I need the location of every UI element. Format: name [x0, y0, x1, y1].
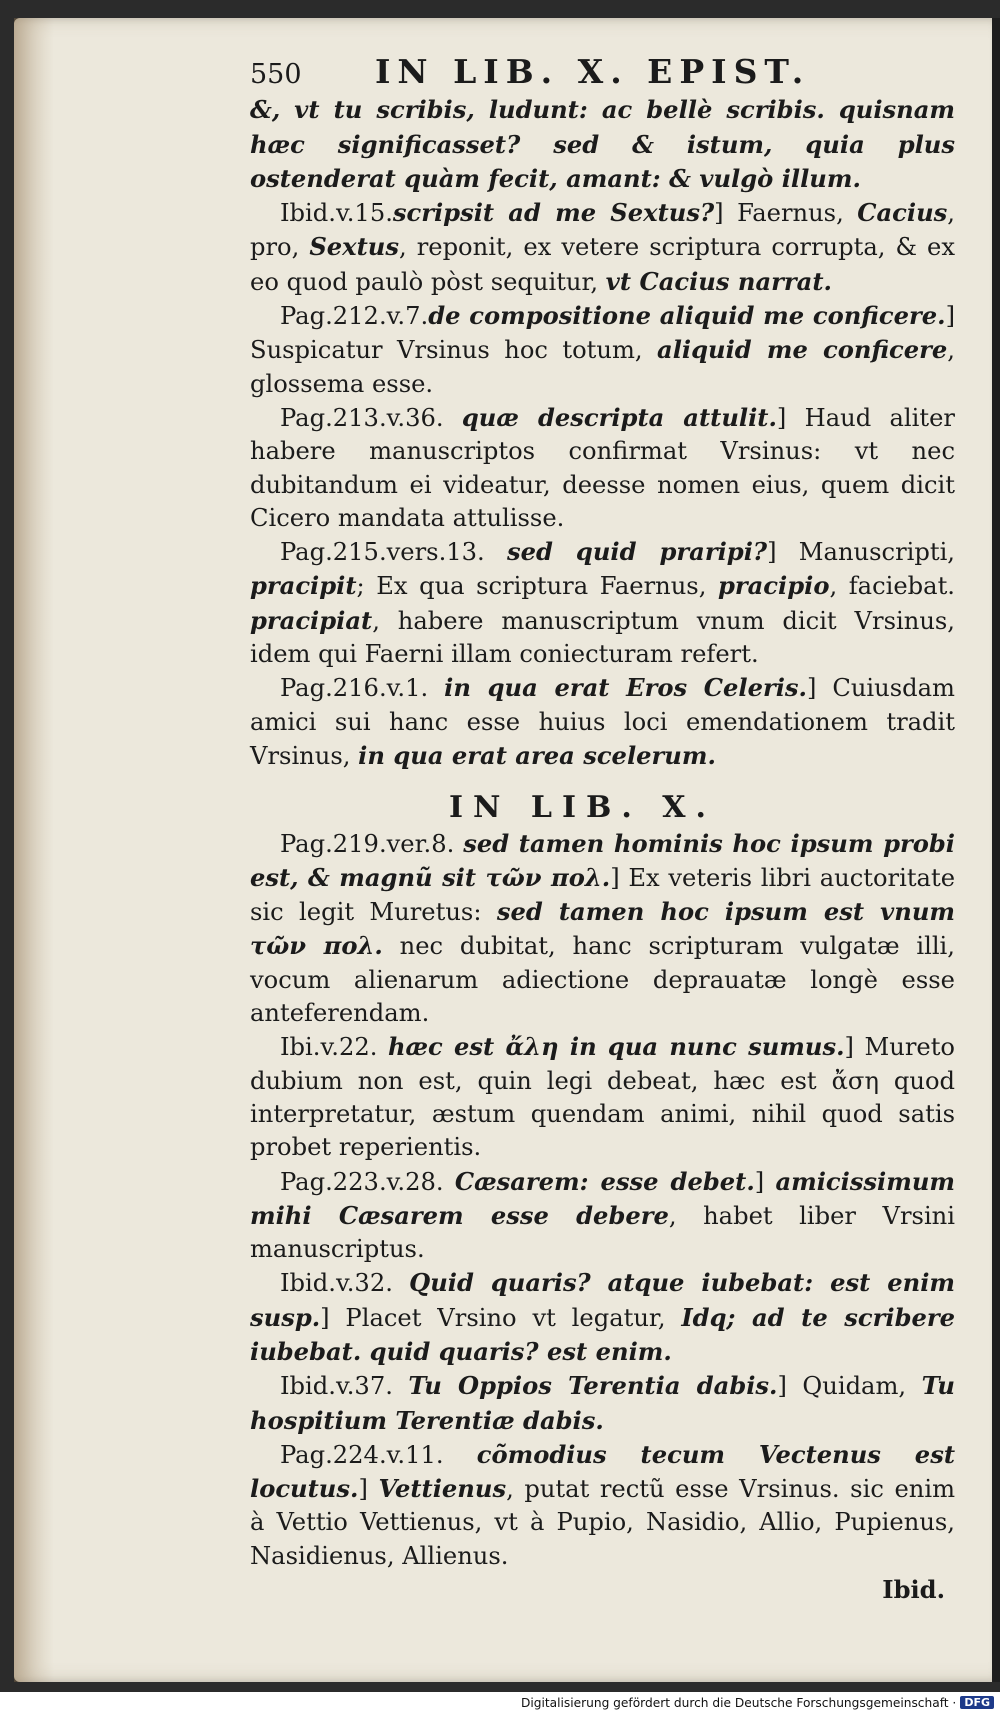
- catchword: Ibid.: [882, 1575, 945, 1605]
- lemma-text: quæ descripta attulit.: [461, 402, 777, 432]
- commentary-text: , pro,: [250, 199, 955, 262]
- lemma-text: sed quid praripi?: [507, 537, 768, 567]
- paragraph: [250, 1369, 955, 1438]
- commentary-text: Pag.213.v.36.: [280, 403, 462, 432]
- paragraph: [250, 827, 955, 1031]
- paragraph: [250, 401, 955, 535]
- paragraph: [250, 1438, 955, 1573]
- paragraph: [250, 535, 955, 671]
- commentary-text: , habere manuscriptum vnum dicit Vrsinus, idem qui Faerni illam coniecturam refert.: [250, 606, 955, 669]
- lemma-text: hæc est ἄλη in qua nunc sumus.: [387, 1032, 845, 1062]
- commentary-text: , reponit, ex vetere scriptura corrupta, & ex eo quod paulò pòst sequitur,: [250, 233, 955, 296]
- paragraph: [250, 93, 955, 196]
- digitization-footer: [0, 1692, 1000, 1713]
- running-head: IN LIB. X. EPIST.: [375, 52, 811, 91]
- lemma-text: aliquid me conficere: [657, 335, 948, 365]
- commentary-text: ] Haud aliter habere manuscriptos confirmat Vrsinus: vt nec dubitandum ei videatur, deesse nomen eius, quem dicit Cicero mandata attulisse.: [250, 403, 955, 532]
- commentary-text: Pag.223.v.28.: [280, 1167, 455, 1196]
- commentary-text: ] Cuiusdam amici sui hanc esse huius loci emendationem tradit Vrsinus,: [250, 674, 955, 770]
- dfg-logo: DFG: [960, 1696, 994, 1709]
- lemma-text: &, vt tu scribis, ludunt: ac bellè scribis. quisnam hæc significasset? sed & istum, quia plus ostenderat quàm fecit, amant: & vulgò illum.: [250, 95, 955, 193]
- commentary-text: Pag.216.v.1.: [280, 674, 445, 703]
- commentary-text: ] Suspicatur Vrsinus hoc totum,: [250, 302, 955, 365]
- commentary-text: ] Faernus,: [714, 199, 858, 228]
- page-number: 550: [250, 59, 302, 90]
- paragraph: [250, 1266, 955, 1369]
- lemma-text: Idq; ad te scribere iubebat. quid quaris? est enim.: [250, 1302, 956, 1366]
- lemma-text: vt Cacius narrat.: [605, 266, 832, 296]
- lemma-text: scripsit ad me Sextus?: [392, 198, 715, 228]
- commentary-text: Pag.219.ver.8.: [280, 829, 464, 858]
- commentary-text: Ibi.v.22.: [280, 1033, 388, 1062]
- commentary-text: , putat rectũ esse Vrsinus. sic enim à Vettio Vettienus, vt à Pupio, Nasidio, Allio, Pupienus, Nasidienus, Allienus.: [250, 1475, 956, 1570]
- spine-shadow: [14, 18, 54, 1682]
- page-header: [250, 52, 955, 91]
- lemma-text: in qua erat Eros Celeris.: [444, 673, 807, 703]
- commentary-text: ] Placet Vrsino vt legatur,: [320, 1303, 682, 1332]
- commentary-text: , glossema esse.: [250, 336, 955, 398]
- lemma-text: sed tamen hoc ipsum est vnum τῶν πολ.: [250, 897, 955, 961]
- footer-text: Digitalisierung gefördert durch die Deutsche Forschungsgemeinschaft ·: [520, 1695, 957, 1710]
- section-heading: IN LIB. X.: [449, 790, 716, 826]
- lemma-text: Sextus: [309, 232, 399, 262]
- commentary-text: Pag.224.v.11.: [280, 1440, 477, 1469]
- lemma-text: pracipiat: [250, 605, 373, 635]
- lemma-text: in qua erat area scelerum.: [358, 740, 716, 770]
- lemma-text: pracipit: [250, 571, 357, 601]
- commentary-text: ; Ex qua scriptura Faernus,: [356, 572, 718, 601]
- lemma-text: pracipio: [717, 571, 830, 601]
- commentary-text: ] Ex veteris libri auctoritate sic legit Muretus:: [250, 863, 956, 927]
- commentary-text: , habet liber Vrsini manuscriptus.: [250, 1201, 955, 1264]
- commentary-text: Ibid.v.15.: [280, 199, 393, 228]
- commentary-text: ] Manuscripti,: [767, 538, 955, 567]
- commentary-text: ]: [358, 1475, 379, 1504]
- paragraph: [250, 1030, 955, 1164]
- lemma-text: de compositione aliquid me conficere.: [428, 301, 946, 331]
- paragraph: [250, 1165, 955, 1267]
- commentary-text: Ibid.v.37.: [280, 1372, 409, 1401]
- page-text: [250, 52, 956, 1606]
- page-edge: [992, 18, 1000, 1682]
- lemma-text: amicissimum mihi Cæsarem esse debere: [250, 1166, 956, 1230]
- commentary-text: Ibid.v.32.: [280, 1269, 410, 1298]
- commentary-text: ] Quidam,: [777, 1372, 922, 1401]
- paragraph: [250, 671, 955, 773]
- commentary-text: nec dubitat, hanc scripturam vulgatæ illi, vocum alienarum adiectione deprauatæ longè esse anteferendam.: [250, 932, 955, 1028]
- lemma-text: Tu Oppios Terentia dabis.: [408, 1371, 778, 1401]
- lemma-text: Tu hospitium Terentiæ dabis.: [250, 1371, 955, 1435]
- lemma-text: Vettienus: [378, 1474, 507, 1504]
- lemma-text: Cacius: [857, 198, 948, 228]
- paragraph: [250, 299, 955, 401]
- commentary-text: ]: [754, 1167, 776, 1196]
- commentary-text: Pag.212.v.7.: [280, 302, 429, 331]
- commentary-text: , faciebat.: [829, 572, 955, 601]
- paragraph: [250, 196, 955, 299]
- lemma-text: Cæsarem: esse debet.: [454, 1166, 755, 1196]
- lemma-text: sed tamen hominis hoc ipsum probi est, & magnũ sit τῶν πολ.: [250, 828, 955, 892]
- lemma-text: cõmodius tecum Vectenus est locutus.: [250, 1439, 955, 1504]
- commentary-text: Pag.215.vers.13.: [280, 538, 508, 567]
- lemma-text: Quid quaris? atque iubebat: est enim susp.: [250, 1268, 955, 1332]
- commentary-text: ] Mureto dubium non est, quin legi debeat, hæc est ἄση quod interpretatur, æstum quendam animi, nihil quod satis probet reperientis.: [250, 1033, 955, 1162]
